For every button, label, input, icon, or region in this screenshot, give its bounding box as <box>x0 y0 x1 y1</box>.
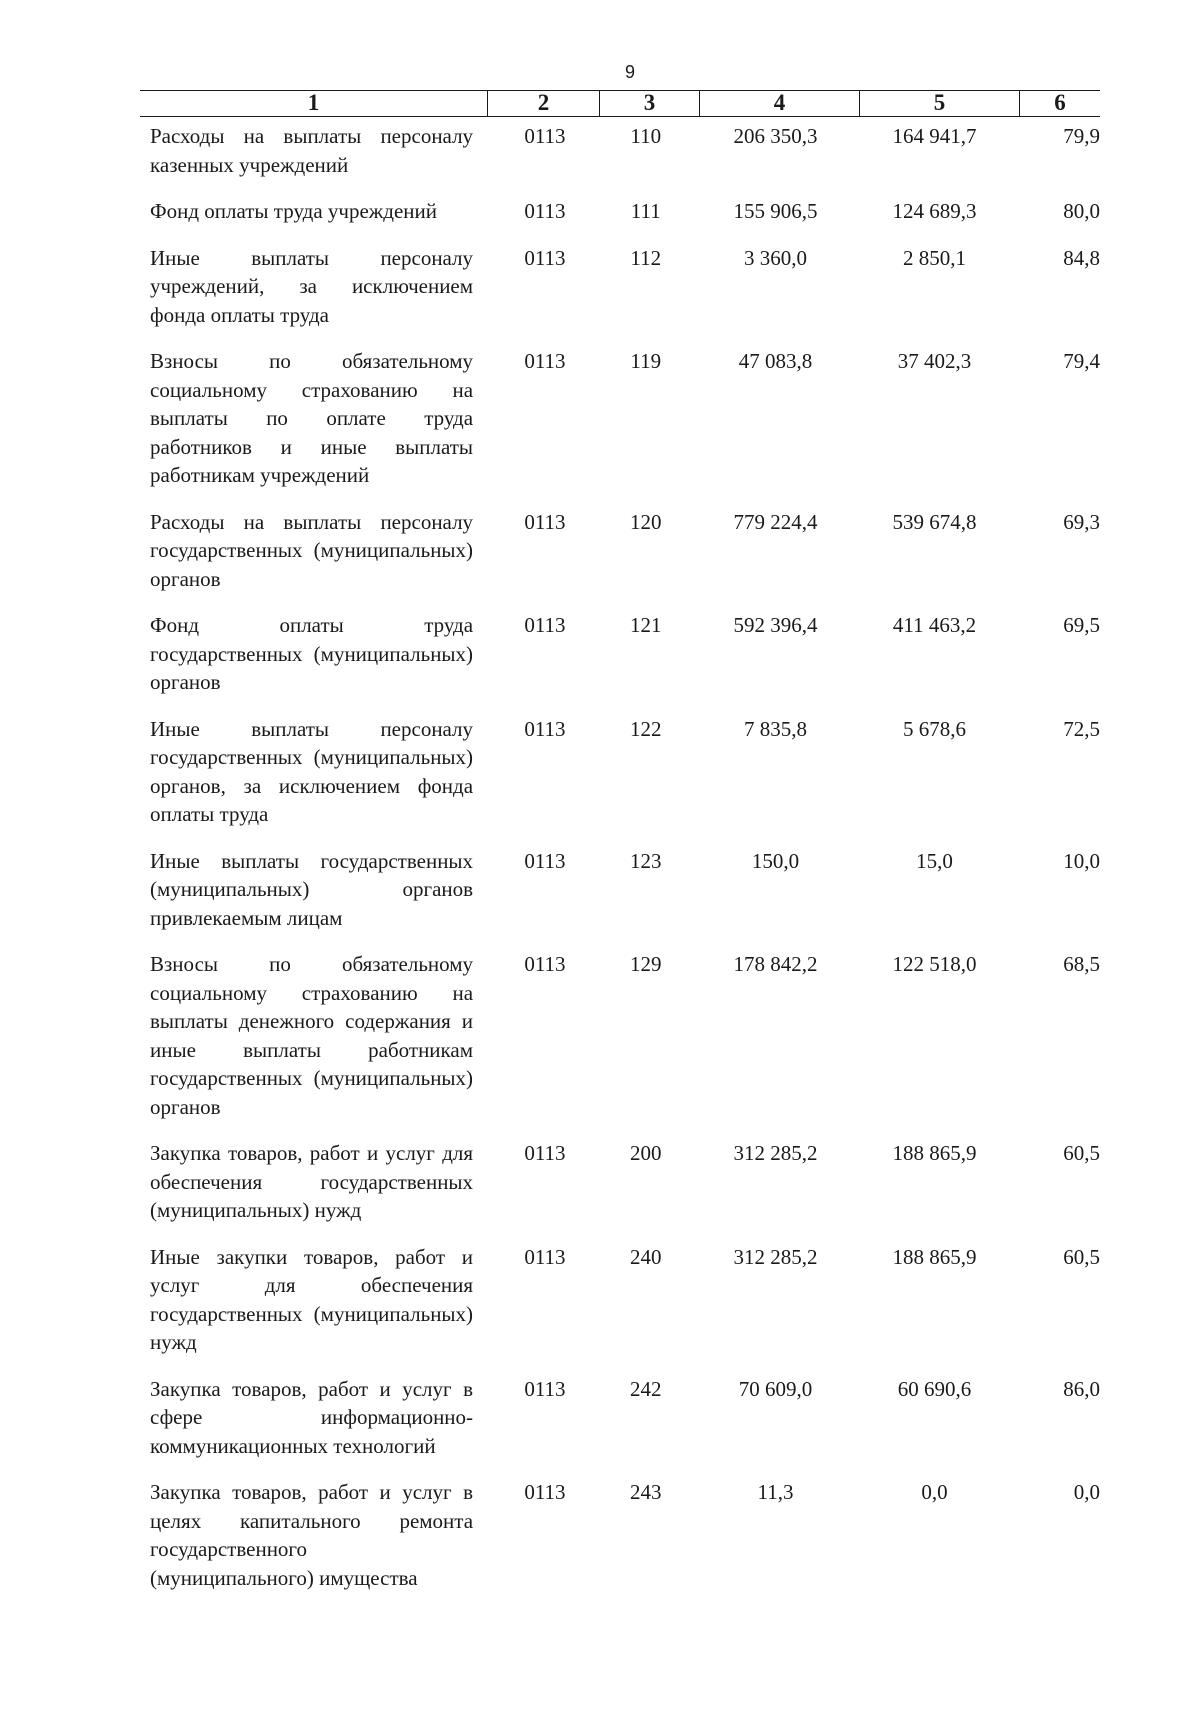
header-col-1: 1 <box>140 90 488 116</box>
row-code: 0113 <box>524 1244 566 1269</box>
row-pct: 69,5 <box>1063 613 1100 637</box>
table-row <box>150 122 1100 179</box>
table-row <box>150 1478 1100 1592</box>
row-vr: 240 <box>630 1244 662 1269</box>
table-row <box>150 715 1100 829</box>
row-code: 0113 <box>524 509 566 534</box>
row-plan: 3 360,0 <box>743 245 807 270</box>
table-body <box>150 122 1100 1610</box>
row-fact: 2 850,1 <box>903 245 967 270</box>
header-col-2: 2 <box>488 90 600 116</box>
row-plan: 779 224,4 <box>733 509 818 534</box>
page-number: 9 <box>624 62 635 82</box>
header-col-3: 3 <box>600 90 700 116</box>
row-name: Иные выплаты персоналу государственных (муниципальных) органов, за исключением фонда оплаты труда <box>150 716 474 826</box>
row-plan: 47 083,8 <box>738 349 813 373</box>
table-row <box>150 347 1100 490</box>
row-code: 0113 <box>524 716 566 741</box>
row-vr: 242 <box>630 1376 662 1401</box>
header-col-4: 4 <box>700 90 860 116</box>
table-row <box>150 847 1100 933</box>
row-pct: 79,9 <box>1063 124 1100 148</box>
row-fact: 124 689,3 <box>892 199 977 223</box>
row-vr: 119 <box>630 349 662 373</box>
row-pct: 79,4 <box>1063 349 1100 373</box>
row-pct: 69,3 <box>1063 509 1100 534</box>
row-code: 0113 <box>524 613 566 637</box>
row-plan: 11,3 <box>757 1480 794 1504</box>
table-row <box>150 1243 1100 1357</box>
row-fact: 60 690,6 <box>897 1376 972 1401</box>
row-pct: 68,5 <box>1063 952 1100 976</box>
row-fact: 539 674,8 <box>892 509 977 534</box>
row-pct: 72,5 <box>1063 716 1100 741</box>
row-code: 0113 <box>524 848 566 873</box>
row-fact: 411 463,2 <box>892 613 977 637</box>
row-code: 0113 <box>524 1376 566 1401</box>
table-header <box>140 90 1100 117</box>
row-vr: 120 <box>630 509 662 534</box>
table-row <box>150 197 1100 226</box>
row-name: Взносы по обязательному социальному страхованию на выплаты денежного содержания и иные выплаты работникам государственных (муниципальных) органов <box>150 952 474 1119</box>
table-row <box>150 508 1100 594</box>
row-pct: 10,0 <box>1063 848 1100 873</box>
table-row <box>150 950 1100 1121</box>
row-code: 0113 <box>524 952 566 976</box>
row-plan: 312 285,2 <box>733 1141 818 1165</box>
row-pct: 0,0 <box>1073 1480 1100 1504</box>
row-fact: 188 865,9 <box>892 1244 977 1269</box>
table-row <box>150 1375 1100 1461</box>
row-pct: 60,5 <box>1063 1141 1100 1165</box>
row-vr: 123 <box>630 848 662 873</box>
row-code: 0113 <box>524 1141 566 1165</box>
row-name: Фонд оплаты труда государственных (муниципальных) органов <box>150 613 474 694</box>
row-code: 0113 <box>524 349 566 373</box>
row-name: Расходы на выплаты персоналу государственных (муниципальных) органов <box>150 509 474 591</box>
row-plan: 592 396,4 <box>733 613 818 637</box>
row-code: 0113 <box>524 124 566 148</box>
header-col-5: 5 <box>860 90 1020 116</box>
row-name: Расходы на выплаты персоналу казенных учреждений <box>150 124 474 177</box>
row-name: Иные выплаты персоналу учреждений, за исключением фонда оплаты труда <box>150 245 474 327</box>
row-name: Иные закупки товаров, работ и услуг для обеспечения государственных (муниципальных) нужд <box>150 1244 474 1354</box>
header-col-6: 6 <box>1054 90 1066 115</box>
row-plan: 150,0 <box>751 848 800 873</box>
row-fact: 5 678,6 <box>903 716 967 741</box>
row-fact: 188 865,9 <box>892 1141 977 1165</box>
row-plan: 7 835,8 <box>743 716 807 741</box>
row-vr: 121 <box>630 613 662 637</box>
row-vr: 110 <box>630 124 662 148</box>
row-name: Взносы по обязательному социальному страхованию на выплаты по оплате труда работников и иные выплаты работникам учреждений <box>150 349 474 487</box>
row-fact: 164 941,7 <box>892 124 977 148</box>
row-name: Иные выплаты государственных (муниципальных) органов привлекаемым лицам <box>150 848 474 930</box>
row-vr: 122 <box>630 716 662 741</box>
row-code: 0113 <box>524 245 566 270</box>
row-vr: 111 <box>630 199 661 223</box>
row-vr: 200 <box>630 1141 662 1165</box>
row-vr: 243 <box>630 1480 662 1504</box>
row-name: Закупка товаров, работ и услуг в сфере информационно-коммуникационных технологий <box>150 1376 474 1458</box>
row-name: Закупка товаров, работ и услуг для обеспечения государственных (муниципальных) нужд <box>150 1141 474 1222</box>
row-pct: 60,5 <box>1063 1244 1100 1269</box>
row-name: Закупка товаров, работ и услуг в целях капитального ремонта государственного (муниципального) имущества <box>150 1480 474 1590</box>
row-vr: 129 <box>630 952 662 976</box>
row-pct: 86,0 <box>1063 1376 1100 1401</box>
row-code: 0113 <box>524 199 566 223</box>
row-fact: 15,0 <box>916 848 953 873</box>
row-vr: 112 <box>630 245 662 270</box>
row-plan: 178 842,2 <box>733 952 818 976</box>
table-row <box>150 1139 1100 1225</box>
row-fact: 37 402,3 <box>897 349 972 373</box>
table-row <box>150 611 1100 697</box>
row-fact: 0,0 <box>921 1480 948 1504</box>
row-plan: 206 350,3 <box>733 124 818 148</box>
row-fact: 122 518,0 <box>892 952 977 976</box>
row-pct: 80,0 <box>1063 199 1100 223</box>
row-pct: 84,8 <box>1063 245 1100 270</box>
table-row <box>150 244 1100 330</box>
row-plan: 155 906,5 <box>733 199 818 223</box>
row-plan: 312 285,2 <box>733 1244 818 1269</box>
row-plan: 70 609,0 <box>738 1376 813 1401</box>
row-name: Фонд оплаты труда учреждений <box>150 199 437 223</box>
row-code: 0113 <box>524 1480 566 1504</box>
